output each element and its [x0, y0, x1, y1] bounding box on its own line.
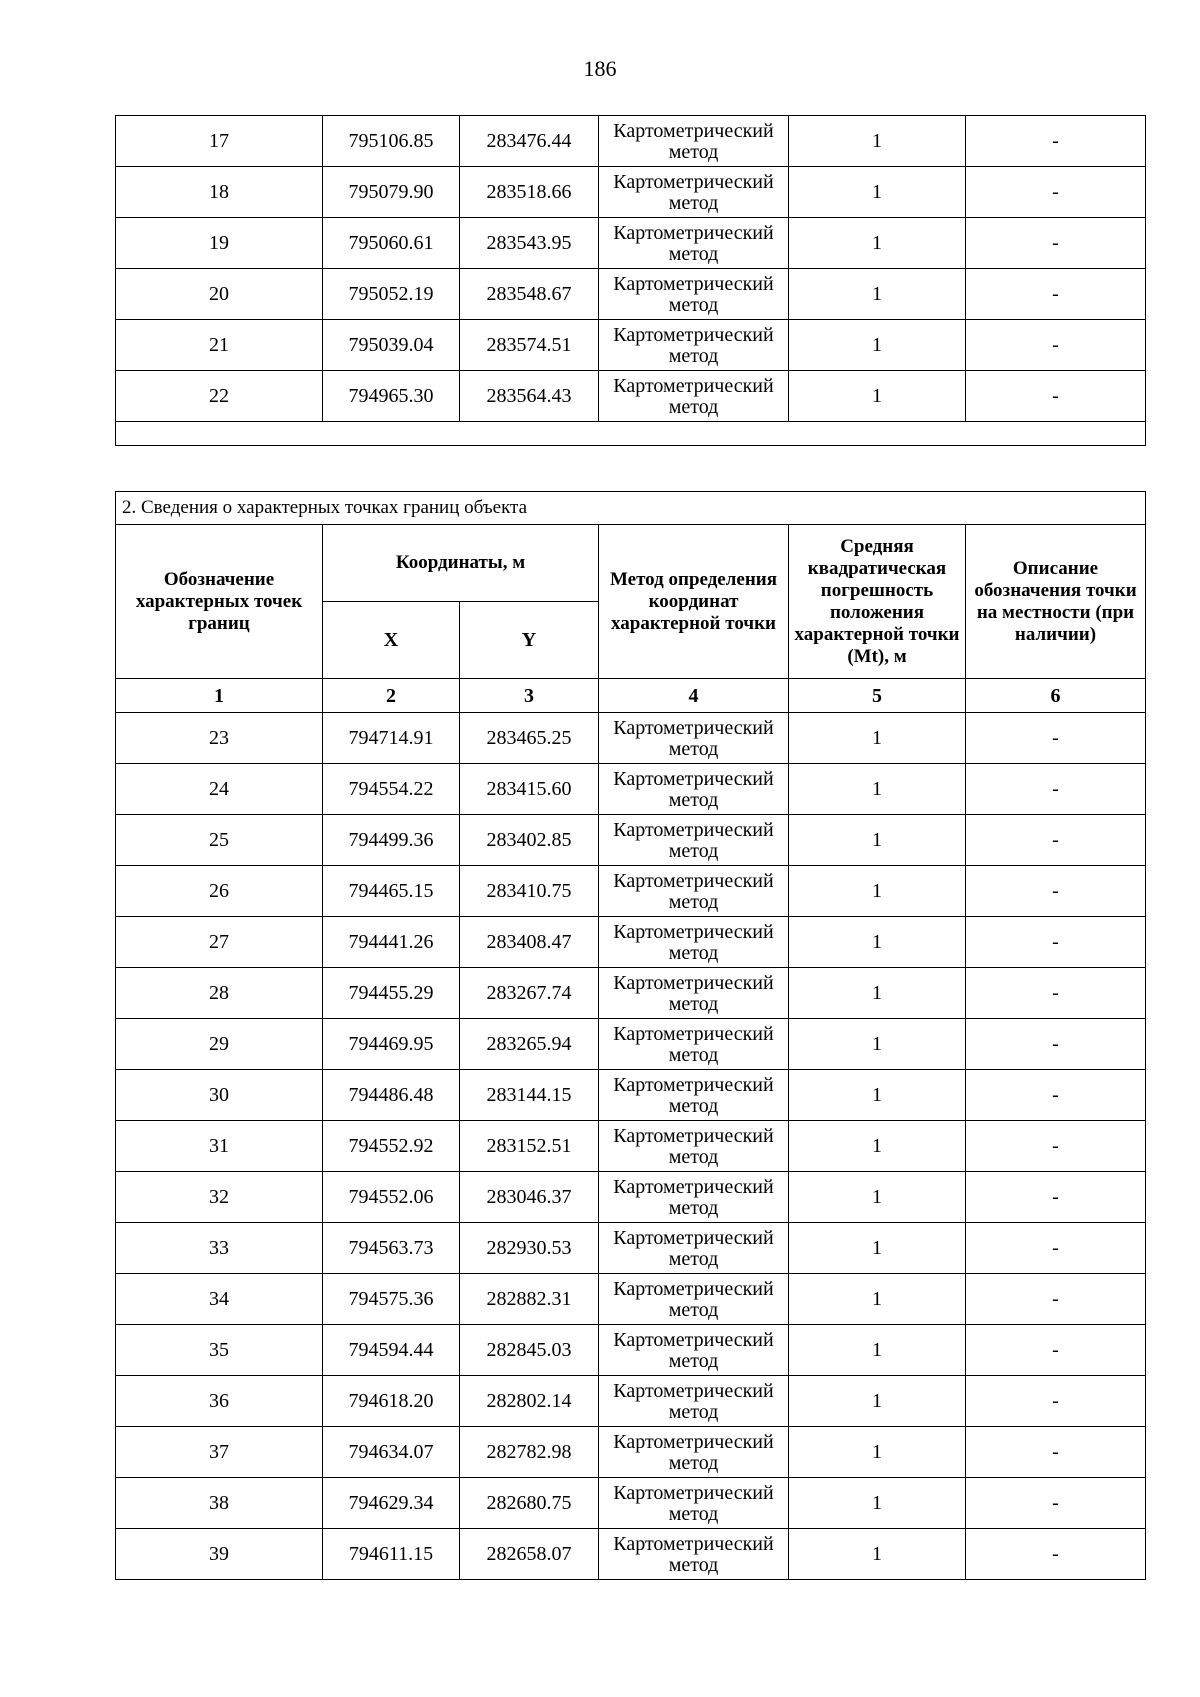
x-coordinate-cell: 794441.26	[323, 917, 460, 968]
description-cell: -	[966, 1529, 1146, 1580]
y-coordinate-cell: 283548.67	[460, 269, 599, 320]
column-number: 2	[323, 679, 460, 713]
y-coordinate-cell: 283402.85	[460, 815, 599, 866]
table-row	[116, 1121, 1146, 1172]
description-cell: -	[966, 815, 1146, 866]
point-id-cell: 23	[116, 713, 323, 764]
table-row	[116, 713, 1146, 764]
method-cell: Картометрический метод	[599, 815, 789, 866]
column-number: 1	[116, 679, 323, 713]
x-coordinate-cell: 795052.19	[323, 269, 460, 320]
point-id-cell: 38	[116, 1478, 323, 1529]
point-id-cell: 19	[116, 218, 323, 269]
table-row	[116, 1172, 1146, 1223]
point-id-cell: 29	[116, 1019, 323, 1070]
table-row	[116, 866, 1146, 917]
method-cell: Картометрический метод	[599, 1427, 789, 1478]
description-cell: -	[966, 371, 1146, 422]
x-coordinate-cell: 794554.22	[323, 764, 460, 815]
coordinates-table-continued	[115, 115, 1146, 446]
x-coordinate-cell: 794965.30	[323, 371, 460, 422]
header-x: X	[323, 602, 460, 679]
point-id-cell: 31	[116, 1121, 323, 1172]
mt-cell: 1	[789, 1478, 966, 1529]
y-coordinate-cell: 283410.75	[460, 866, 599, 917]
point-id-cell: 21	[116, 320, 323, 371]
header-description: Описание обозначения точки на местности (при наличии)	[966, 525, 1146, 679]
point-id-cell: 33	[116, 1223, 323, 1274]
column-number: 5	[789, 679, 966, 713]
x-coordinate-cell: 794611.15	[323, 1529, 460, 1580]
description-cell: -	[966, 866, 1146, 917]
mt-cell: 1	[789, 320, 966, 371]
mt-cell: 1	[789, 764, 966, 815]
method-cell: Картометрический метод	[599, 218, 789, 269]
x-coordinate-cell: 795039.04	[323, 320, 460, 371]
table2-body	[116, 713, 1146, 1580]
mt-cell: 1	[789, 1376, 966, 1427]
page-number: 186	[583, 56, 617, 81]
mt-cell: 1	[789, 1529, 966, 1580]
description-cell: -	[966, 218, 1146, 269]
mt-cell: 1	[789, 1325, 966, 1376]
mt-cell: 1	[789, 269, 966, 320]
point-id-cell: 35	[116, 1325, 323, 1376]
method-cell: Картометрический метод	[599, 320, 789, 371]
table-row	[116, 269, 1146, 320]
table-row	[116, 1274, 1146, 1325]
y-coordinate-cell: 283574.51	[460, 320, 599, 371]
table-row	[116, 815, 1146, 866]
table-row	[116, 917, 1146, 968]
description-cell: -	[966, 1019, 1146, 1070]
y-coordinate-cell: 283408.47	[460, 917, 599, 968]
mt-cell: 1	[789, 866, 966, 917]
point-id-cell: 30	[116, 1070, 323, 1121]
description-cell: -	[966, 764, 1146, 815]
x-coordinate-cell: 794634.07	[323, 1427, 460, 1478]
method-cell: Картометрический метод	[599, 167, 789, 218]
method-cell: Картометрический метод	[599, 1019, 789, 1070]
x-coordinate-cell: 794465.15	[323, 866, 460, 917]
boundary-points-table	[115, 491, 1146, 1580]
method-cell: Картометрический метод	[599, 866, 789, 917]
description-cell: -	[966, 1427, 1146, 1478]
header-designation: Обозначение характерных точек границ	[116, 525, 323, 679]
method-cell: Картометрический метод	[599, 1376, 789, 1427]
header-y: Y	[460, 602, 599, 679]
table-row	[116, 764, 1146, 815]
x-coordinate-cell: 795079.90	[323, 167, 460, 218]
x-coordinate-cell: 794714.91	[323, 713, 460, 764]
point-id-cell: 36	[116, 1376, 323, 1427]
table-row	[116, 1070, 1146, 1121]
x-coordinate-cell: 794618.20	[323, 1376, 460, 1427]
point-id-cell: 32	[116, 1172, 323, 1223]
method-cell: Картометрический метод	[599, 1070, 789, 1121]
point-id-cell: 37	[116, 1427, 323, 1478]
empty-row	[116, 422, 1146, 446]
method-cell: Картометрический метод	[599, 1529, 789, 1580]
point-id-cell: 25	[116, 815, 323, 866]
method-cell: Картометрический метод	[599, 764, 789, 815]
method-cell: Картометрический метод	[599, 116, 789, 167]
mt-cell: 1	[789, 1427, 966, 1478]
header-coordinates: Координаты, м	[323, 525, 599, 602]
y-coordinate-cell: 283144.15	[460, 1070, 599, 1121]
table-row	[116, 116, 1146, 167]
mt-cell: 1	[789, 1274, 966, 1325]
column-number: 6	[966, 679, 1146, 713]
description-cell: -	[966, 320, 1146, 371]
table-row	[116, 1376, 1146, 1427]
y-coordinate-cell: 282802.14	[460, 1376, 599, 1427]
point-id-cell: 24	[116, 764, 323, 815]
table-row	[116, 371, 1146, 422]
description-cell: -	[966, 1070, 1146, 1121]
y-coordinate-cell: 283465.25	[460, 713, 599, 764]
mt-cell: 1	[789, 1019, 966, 1070]
description-cell: -	[966, 269, 1146, 320]
table-row	[116, 1019, 1146, 1070]
point-id-cell: 27	[116, 917, 323, 968]
table-row	[116, 1427, 1146, 1478]
description-cell: -	[966, 1325, 1146, 1376]
y-coordinate-cell: 283543.95	[460, 218, 599, 269]
x-coordinate-cell: 794552.92	[323, 1121, 460, 1172]
method-cell: Картометрический метод	[599, 1121, 789, 1172]
mt-cell: 1	[789, 968, 966, 1019]
y-coordinate-cell: 283267.74	[460, 968, 599, 1019]
description-cell: -	[966, 116, 1146, 167]
y-coordinate-cell: 282658.07	[460, 1529, 599, 1580]
table-row	[116, 320, 1146, 371]
x-coordinate-cell: 795060.61	[323, 218, 460, 269]
point-id-cell: 28	[116, 968, 323, 1019]
description-cell: -	[966, 1121, 1146, 1172]
mt-cell: 1	[789, 1172, 966, 1223]
mt-cell: 1	[789, 815, 966, 866]
mt-cell: 1	[789, 371, 966, 422]
x-coordinate-cell: 794552.06	[323, 1172, 460, 1223]
method-cell: Картометрический метод	[599, 1223, 789, 1274]
y-coordinate-cell: 282930.53	[460, 1223, 599, 1274]
method-cell: Картометрический метод	[599, 1274, 789, 1325]
table-row	[116, 968, 1146, 1019]
table-row	[116, 1478, 1146, 1529]
x-coordinate-cell: 794594.44	[323, 1325, 460, 1376]
y-coordinate-cell: 282680.75	[460, 1478, 599, 1529]
y-coordinate-cell: 282782.98	[460, 1427, 599, 1478]
empty-cell	[116, 422, 1146, 446]
y-coordinate-cell: 283564.43	[460, 371, 599, 422]
method-cell: Картометрический метод	[599, 917, 789, 968]
column-number: 3	[460, 679, 599, 713]
point-id-cell: 20	[116, 269, 323, 320]
description-cell: -	[966, 1274, 1146, 1325]
description-cell: -	[966, 917, 1146, 968]
method-cell: Картометрический метод	[599, 1325, 789, 1376]
y-coordinate-cell: 283476.44	[460, 116, 599, 167]
x-coordinate-cell: 794469.95	[323, 1019, 460, 1070]
y-coordinate-cell: 283415.60	[460, 764, 599, 815]
mt-cell: 1	[789, 917, 966, 968]
mt-cell: 1	[789, 218, 966, 269]
x-coordinate-cell: 794499.36	[323, 815, 460, 866]
table-row	[116, 167, 1146, 218]
point-id-cell: 34	[116, 1274, 323, 1325]
y-coordinate-cell: 282845.03	[460, 1325, 599, 1376]
x-coordinate-cell: 794575.36	[323, 1274, 460, 1325]
y-coordinate-cell: 282882.31	[460, 1274, 599, 1325]
mt-cell: 1	[789, 167, 966, 218]
y-coordinate-cell: 283152.51	[460, 1121, 599, 1172]
method-cell: Картометрический метод	[599, 1478, 789, 1529]
point-id-cell: 17	[116, 116, 323, 167]
point-id-cell: 18	[116, 167, 323, 218]
table-row	[116, 1529, 1146, 1580]
table-row	[116, 1325, 1146, 1376]
x-coordinate-cell: 794455.29	[323, 968, 460, 1019]
method-cell: Картометрический метод	[599, 269, 789, 320]
description-cell: -	[966, 1376, 1146, 1427]
description-cell: -	[966, 167, 1146, 218]
method-cell: Картометрический метод	[599, 371, 789, 422]
point-id-cell: 26	[116, 866, 323, 917]
description-cell: -	[966, 1478, 1146, 1529]
mt-cell: 1	[789, 116, 966, 167]
table-row	[116, 1223, 1146, 1274]
description-cell: -	[966, 1223, 1146, 1274]
x-coordinate-cell: 794629.34	[323, 1478, 460, 1529]
mt-cell: 1	[789, 1223, 966, 1274]
section-title: 2. Сведения о характерных точках границ объекта	[116, 492, 1146, 525]
y-coordinate-cell: 283046.37	[460, 1172, 599, 1223]
method-cell: Картометрический метод	[599, 1172, 789, 1223]
header-mt: Средняя квадратическая погрешность положения характерной точки (Mt), м	[789, 525, 966, 679]
description-cell: -	[966, 968, 1146, 1019]
method-cell: Картометрический метод	[599, 968, 789, 1019]
point-id-cell: 39	[116, 1529, 323, 1580]
y-coordinate-cell: 283265.94	[460, 1019, 599, 1070]
description-cell: -	[966, 1172, 1146, 1223]
mt-cell: 1	[789, 1121, 966, 1172]
point-id-cell: 22	[116, 371, 323, 422]
header-method: Метод определения координат характерной точки	[599, 525, 789, 679]
column-number: 4	[599, 679, 789, 713]
y-coordinate-cell: 283518.66	[460, 167, 599, 218]
x-coordinate-cell: 794563.73	[323, 1223, 460, 1274]
mt-cell: 1	[789, 1070, 966, 1121]
x-coordinate-cell: 795106.85	[323, 116, 460, 167]
table-row	[116, 218, 1146, 269]
x-coordinate-cell: 794486.48	[323, 1070, 460, 1121]
method-cell: Картометрический метод	[599, 713, 789, 764]
mt-cell: 1	[789, 713, 966, 764]
table1-body	[116, 116, 1146, 446]
description-cell: -	[966, 713, 1146, 764]
